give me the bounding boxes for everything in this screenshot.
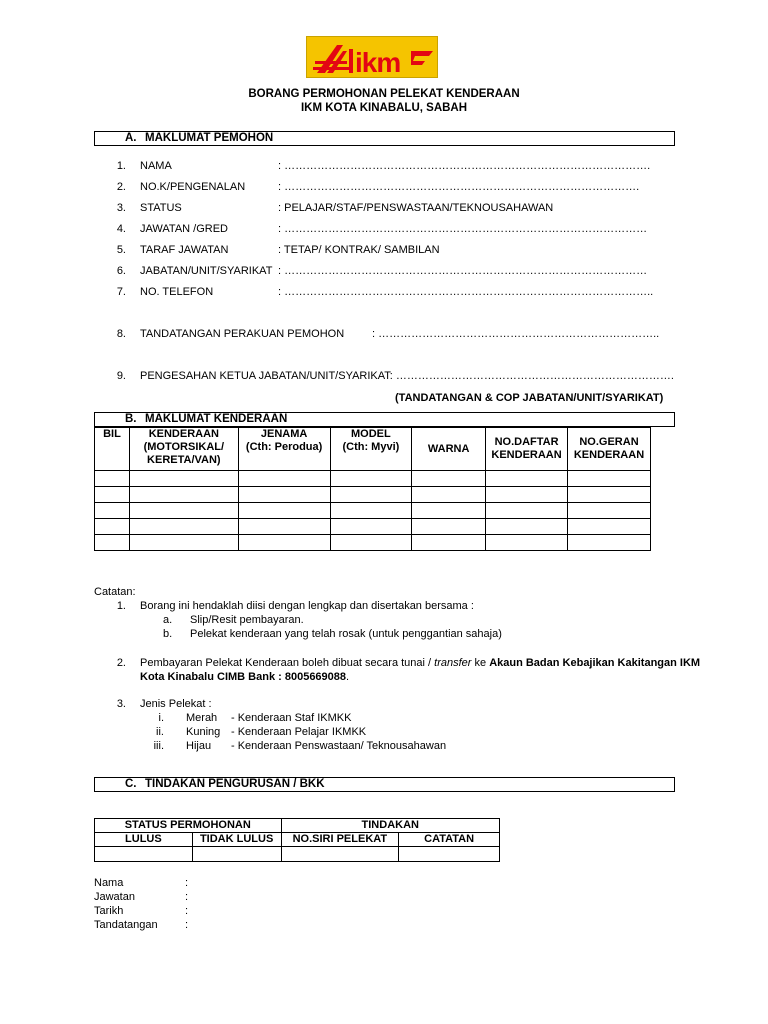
signoff-tarikh-label: Tarikh bbox=[94, 905, 124, 917]
col-kenderaan bbox=[129, 428, 238, 471]
field-number: 3. bbox=[116, 202, 126, 214]
field-label: TARAF JAWATAN bbox=[140, 244, 229, 256]
table-row bbox=[95, 847, 500, 862]
table-row bbox=[95, 471, 651, 487]
endorsement-label[interactable]: PENGESAHAN KETUA JABATAN/UNIT/SYARIKAT: …………………………………………………………………. bbox=[140, 370, 674, 382]
ikm-logo bbox=[306, 36, 438, 78]
col-warna bbox=[412, 428, 486, 471]
tindakan-header: TINDAKAN bbox=[281, 819, 499, 833]
field-value[interactable]: : ……………………………………………………………………………………. bbox=[278, 181, 640, 193]
col-jenama bbox=[238, 428, 330, 471]
col-bil bbox=[95, 428, 130, 471]
field-number: 2. bbox=[116, 181, 126, 193]
col-catatan: CATATAN bbox=[399, 833, 500, 847]
field-label: NAMA bbox=[140, 160, 172, 172]
header-text: (Cth: Myvi) bbox=[342, 441, 400, 453]
col-no-daftar bbox=[486, 428, 568, 471]
field-number: 5. bbox=[116, 244, 126, 256]
field-label: NO.K/PENGENALAN bbox=[140, 181, 246, 193]
header-text: NO.GERAN bbox=[579, 436, 639, 448]
header-text: NO.DAFTAR bbox=[494, 436, 559, 448]
col-model bbox=[330, 428, 412, 471]
endorsement-note: (TANDATANGAN & COP JABATAN/UNIT/SYARIKAT) bbox=[395, 392, 664, 404]
table-row bbox=[95, 487, 651, 503]
note-number: 2. bbox=[116, 657, 126, 669]
section-a-label: MAKLUMAT PEMOHON bbox=[145, 132, 274, 144]
section-a-header bbox=[94, 131, 675, 146]
signoff-tandatangan-label: Tandatangan bbox=[94, 919, 158, 931]
field-label: JAWATAN /GRED bbox=[140, 223, 228, 235]
note-2-account: Akaun Badan Kebajikan Kakitangan IKM bbox=[489, 657, 701, 669]
table-row bbox=[95, 535, 651, 551]
vehicle-table bbox=[94, 427, 651, 551]
type-color: Hijau bbox=[186, 740, 212, 752]
header-text: WARNA bbox=[427, 442, 470, 455]
form-title-line2: IKM KOTA KINABALU, SABAH bbox=[300, 102, 468, 114]
applicant-fields bbox=[0, 160, 768, 310]
note-2-line2 bbox=[140, 671, 349, 683]
signoff-colon: : bbox=[185, 891, 189, 903]
header-text: BIL bbox=[103, 428, 121, 440]
note-number: 3. bbox=[116, 698, 126, 710]
status-table bbox=[94, 818, 500, 862]
field-label: NO. TELEFON bbox=[140, 286, 214, 298]
status-permohonan-header: STATUS PERMOHONAN bbox=[95, 819, 282, 833]
header-text: (Cth: Perodua) bbox=[245, 441, 323, 453]
header-text: KERETA/VAN) bbox=[147, 454, 221, 466]
section-b-label: MAKLUMAT KENDERAAN bbox=[145, 413, 288, 425]
type-number: iii. bbox=[153, 740, 164, 752]
type-color: Merah bbox=[186, 712, 218, 724]
logo-text: ikm bbox=[355, 47, 401, 78]
note-1a-text: Slip/Resit pembayaran. bbox=[190, 614, 304, 626]
header-text: MODEL bbox=[351, 428, 391, 440]
type-desc: - Kenderaan Pelajar IKMKK bbox=[231, 726, 367, 738]
type-number: i. bbox=[158, 712, 164, 724]
note-2-line1 bbox=[140, 657, 700, 669]
status-table-header bbox=[95, 819, 500, 833]
field-number: 7. bbox=[116, 286, 126, 298]
vehicle-table-header bbox=[95, 428, 651, 471]
field-value[interactable]: : ……………………………………………………………………………………… bbox=[278, 265, 648, 277]
note-3-text: Jenis Pelekat : bbox=[140, 698, 212, 710]
note-number: b. bbox=[163, 628, 173, 640]
col-tidak-lulus: TIDAK LULUS bbox=[192, 833, 281, 847]
section-c-header bbox=[94, 777, 675, 792]
notes-heading: Catatan: bbox=[94, 586, 136, 598]
ikm-logo-graphic bbox=[307, 37, 439, 79]
section-b-header bbox=[94, 412, 675, 427]
note-2-pre: Pembayaran Pelekat Kenderaan boleh dibuat secara tunai / bbox=[140, 657, 435, 669]
field-label: STATUS bbox=[140, 202, 182, 214]
section-c-label: TINDAKAN PENGURUSAN / BKK bbox=[145, 778, 325, 790]
col-lulus: LULUS bbox=[95, 833, 193, 847]
header-text: KENDERAAN bbox=[573, 449, 645, 461]
status-table-subheader bbox=[95, 833, 500, 847]
table-row bbox=[95, 519, 651, 535]
field-label: JABATAN/UNIT/SYARIKAT bbox=[140, 265, 273, 277]
signoff-jawatan-label: Jawatan bbox=[94, 891, 135, 903]
signoff-colon: : bbox=[185, 905, 189, 917]
note-number: 1. bbox=[116, 600, 126, 612]
signoff-colon: : bbox=[185, 919, 189, 931]
note-2-end: . bbox=[346, 671, 350, 683]
type-number: ii. bbox=[156, 726, 164, 738]
note-1-text: Borang ini hendaklah diisi dengan lengkap dan disertakan bersama : bbox=[140, 600, 474, 612]
signature-applicant-field[interactable]: : ………………………………………………………………….. bbox=[372, 328, 660, 340]
header-text: (MOTORSIKAL/ bbox=[143, 441, 225, 453]
note-2-italic: transfer bbox=[434, 657, 472, 669]
header-text: JENAMA bbox=[260, 428, 308, 440]
section-c-letter: C. bbox=[125, 778, 137, 790]
field-number: 4. bbox=[116, 223, 126, 235]
note-2-bank: Kota Kinabalu CIMB Bank : 8005669088 bbox=[140, 671, 347, 683]
type-desc: - Kenderaan Staf IKMKK bbox=[231, 712, 352, 724]
col-no-siri-pelekat: NO.SIRI PELEKAT bbox=[281, 833, 399, 847]
header-text: KENDERAAN bbox=[491, 449, 562, 461]
form-title-line1: BORANG PERMOHONAN PELEKAT KENDERAAN bbox=[248, 88, 520, 100]
section-b-letter: B. bbox=[125, 413, 137, 425]
field-value[interactable]: : PELAJAR/STAF/PENSWASTAAN/TEKNOUSAHAWAN bbox=[278, 202, 554, 214]
field-value[interactable]: : ……………………………………………………………………………………….. bbox=[278, 286, 654, 298]
field-number: 6. bbox=[116, 265, 126, 277]
signoff-nama-label: Nama bbox=[94, 877, 124, 889]
note-2-mid: ke bbox=[471, 657, 490, 669]
section-a-letter: A. bbox=[125, 132, 137, 144]
field-number: 9. bbox=[116, 370, 126, 382]
header-text: KENDERAAN bbox=[148, 428, 219, 440]
field-number: 8. bbox=[116, 328, 126, 340]
col-no-geran bbox=[568, 428, 651, 471]
table-row bbox=[95, 503, 651, 519]
type-desc: - Kenderaan Penswastaan/ Teknousahawan bbox=[231, 740, 447, 752]
field-number: 1. bbox=[116, 160, 126, 172]
field-value[interactable]: : TETAP/ KONTRAK/ SAMBILAN bbox=[278, 244, 440, 256]
note-1b-text: Pelekat kenderaan yang telah rosak (untuk penggantian sahaja) bbox=[190, 628, 502, 640]
field-value[interactable]: : ………………………………………………………………………………………. bbox=[278, 160, 651, 172]
type-color: Kuning bbox=[186, 726, 221, 738]
signature-applicant-label: TANDATANGAN PERAKUAN PEMOHON bbox=[140, 328, 345, 340]
note-number: a. bbox=[163, 614, 173, 626]
signoff-colon: : bbox=[185, 877, 189, 889]
field-value[interactable]: : ……………………………………………………………………………………… bbox=[278, 223, 648, 235]
